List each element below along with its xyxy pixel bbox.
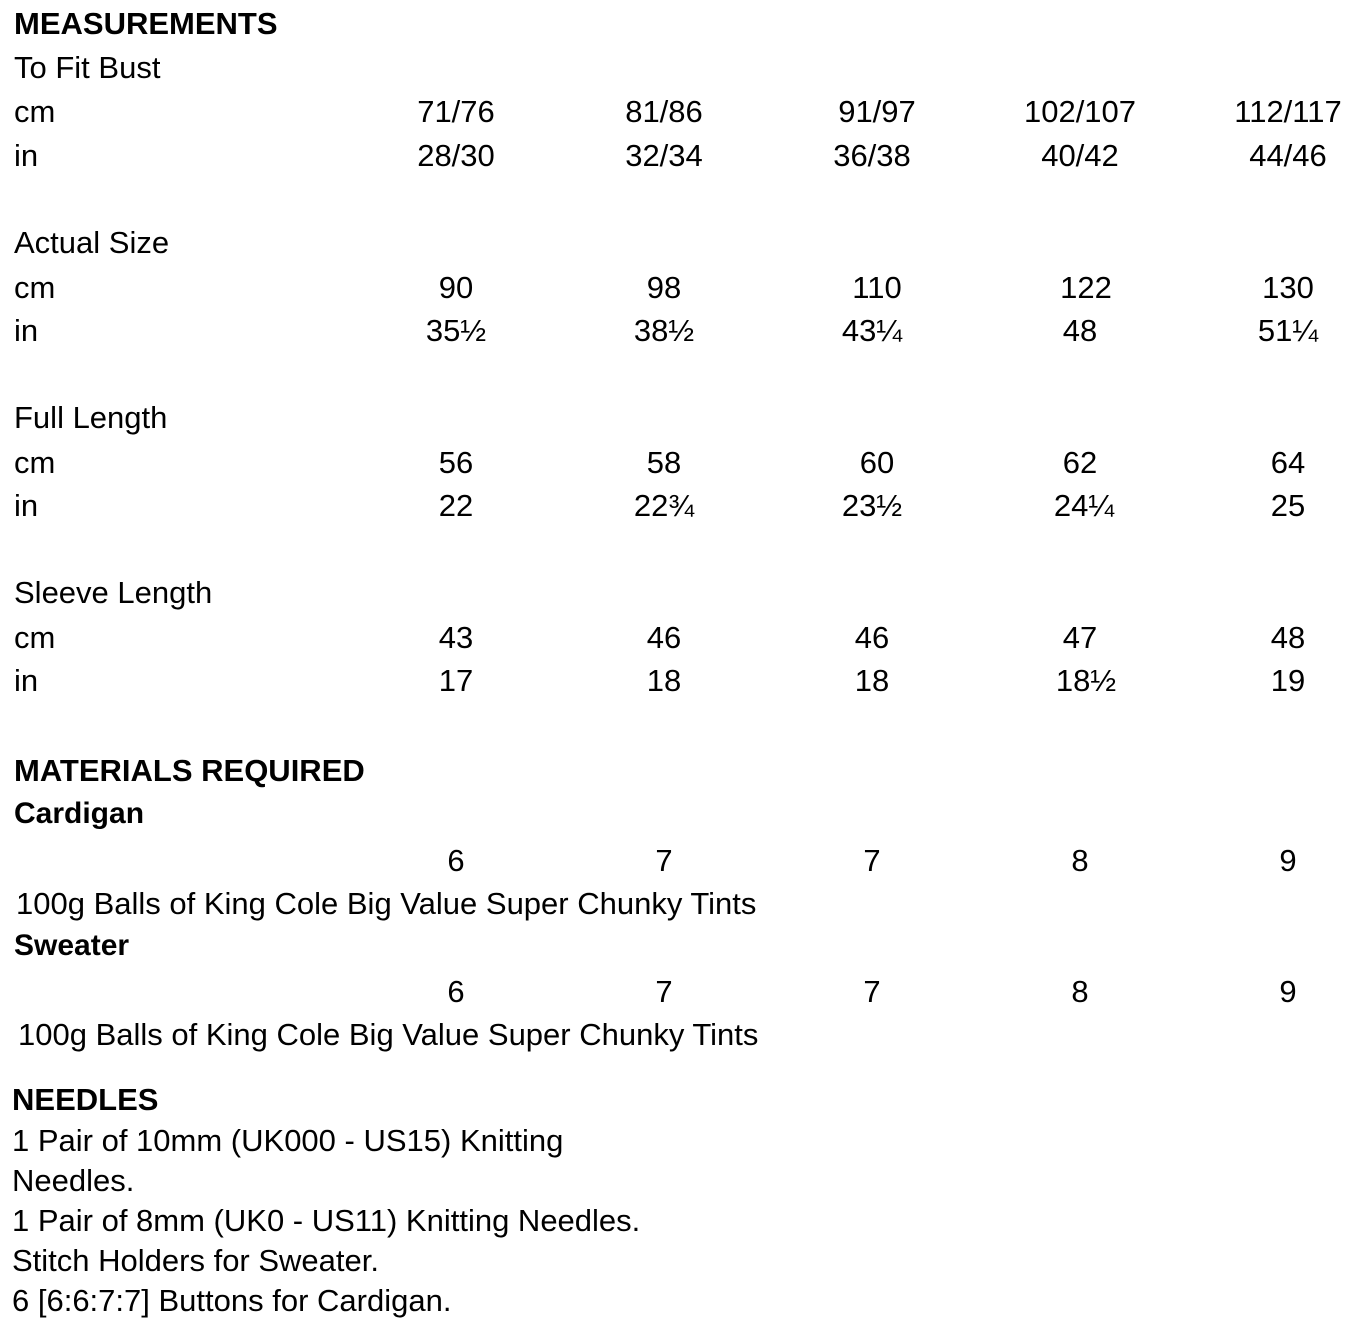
ball-count: 7 bbox=[655, 974, 673, 1009]
value-cell: 32/34 bbox=[625, 138, 703, 173]
value-cell: 91/97 bbox=[838, 94, 916, 129]
group-label-full-length: Full Length bbox=[14, 400, 168, 435]
value-cell: 18 bbox=[646, 663, 682, 698]
value-cell: 112/117 bbox=[1234, 94, 1342, 129]
value-cell: 28/30 bbox=[417, 138, 495, 173]
unit-label-cm: cm bbox=[14, 94, 56, 129]
value-cell: 102/107 bbox=[1023, 94, 1137, 129]
ball-count: 9 bbox=[1279, 974, 1297, 1009]
value-cell: 23½ bbox=[841, 488, 903, 523]
value-cell: 40/42 bbox=[1041, 138, 1119, 173]
value-cell: 62 bbox=[1062, 445, 1098, 480]
unit-label-in: in bbox=[14, 138, 39, 173]
value-cell: 58 bbox=[646, 445, 682, 480]
value-cell: 81/86 bbox=[625, 94, 703, 129]
value-cell: 56 bbox=[438, 445, 474, 480]
value-cell: 71/76 bbox=[417, 94, 495, 129]
group-label-sleeve-length: Sleeve Length bbox=[14, 575, 213, 610]
value-cell: 22 bbox=[438, 488, 474, 523]
value-cell: 24¼ bbox=[1053, 488, 1115, 523]
value-cell: 25 bbox=[1270, 488, 1306, 523]
unit-label-cm: cm bbox=[14, 445, 56, 480]
value-cell: 19 bbox=[1270, 663, 1306, 698]
unit-label-in: in bbox=[14, 488, 39, 523]
unit-label-cm: cm bbox=[14, 620, 56, 655]
materials-heading: MATERIALS REQUIRED bbox=[14, 753, 365, 788]
ball-count: 9 bbox=[1279, 843, 1297, 878]
ball-count: 6 bbox=[447, 843, 465, 878]
value-cell: 44/46 bbox=[1249, 138, 1327, 173]
value-cell: 17 bbox=[438, 663, 474, 698]
value-cell: 46 bbox=[646, 620, 682, 655]
ball-count: 7 bbox=[863, 974, 881, 1009]
ball-count: 8 bbox=[1071, 974, 1089, 1009]
value-cell: 47 bbox=[1062, 620, 1098, 655]
needles-line: 1 Pair of 8mm (UK0 - US11) Knitting Needles. bbox=[12, 1203, 641, 1238]
unit-label-in: in bbox=[14, 663, 39, 698]
value-cell: 90 bbox=[438, 270, 474, 305]
value-cell: 48 bbox=[1270, 620, 1306, 655]
needles-line: 1 Pair of 10mm (UK000 - US15) Knitting bbox=[12, 1123, 564, 1158]
needles-heading: NEEDLES bbox=[12, 1082, 159, 1117]
value-cell: 46 bbox=[854, 620, 890, 655]
unit-label-cm: cm bbox=[14, 270, 56, 305]
value-cell: 18 bbox=[854, 663, 890, 698]
value-cell: 36/38 bbox=[833, 138, 911, 173]
group-label-to-fit-bust: To Fit Bust bbox=[14, 50, 161, 85]
value-cell: 60 bbox=[859, 445, 895, 480]
unit-label-in: in bbox=[14, 313, 39, 348]
ball-count: 6 bbox=[447, 974, 465, 1009]
ball-count: 7 bbox=[655, 843, 673, 878]
value-cell: 48 bbox=[1062, 313, 1098, 348]
value-cell: 64 bbox=[1270, 445, 1306, 480]
value-cell: 110 bbox=[852, 270, 902, 305]
value-cell: 35½ bbox=[425, 313, 487, 348]
yarn-description: 100g Balls of King Cole Big Value Super Chunky Tints bbox=[16, 886, 757, 921]
value-cell: 43 bbox=[438, 620, 474, 655]
value-cell: 122 bbox=[1060, 270, 1112, 305]
measurements-heading: MEASUREMENTS bbox=[14, 6, 278, 41]
value-cell: 130 bbox=[1262, 270, 1314, 305]
needles-line: Stitch Holders for Sweater. bbox=[12, 1243, 379, 1278]
value-cell: 18½ bbox=[1055, 663, 1117, 698]
value-cell: 43¼ bbox=[841, 313, 903, 348]
ball-count: 7 bbox=[863, 843, 881, 878]
ball-count: 8 bbox=[1071, 843, 1089, 878]
value-cell: 51¼ bbox=[1257, 313, 1319, 348]
material-label-sweater: Sweater bbox=[14, 929, 130, 962]
yarn-description: 100g Balls of King Cole Big Value Super Chunky Tints bbox=[18, 1017, 759, 1052]
value-cell: 98 bbox=[646, 270, 682, 305]
needles-line: 6 [6:6:7:7] Buttons for Cardigan. bbox=[12, 1283, 452, 1318]
value-cell: 22¾ bbox=[633, 488, 695, 523]
material-label-cardigan: Cardigan bbox=[14, 797, 145, 830]
needles-line: Needles. bbox=[12, 1163, 135, 1198]
group-label-actual-size: Actual Size bbox=[14, 225, 170, 260]
value-cell: 38½ bbox=[633, 313, 695, 348]
